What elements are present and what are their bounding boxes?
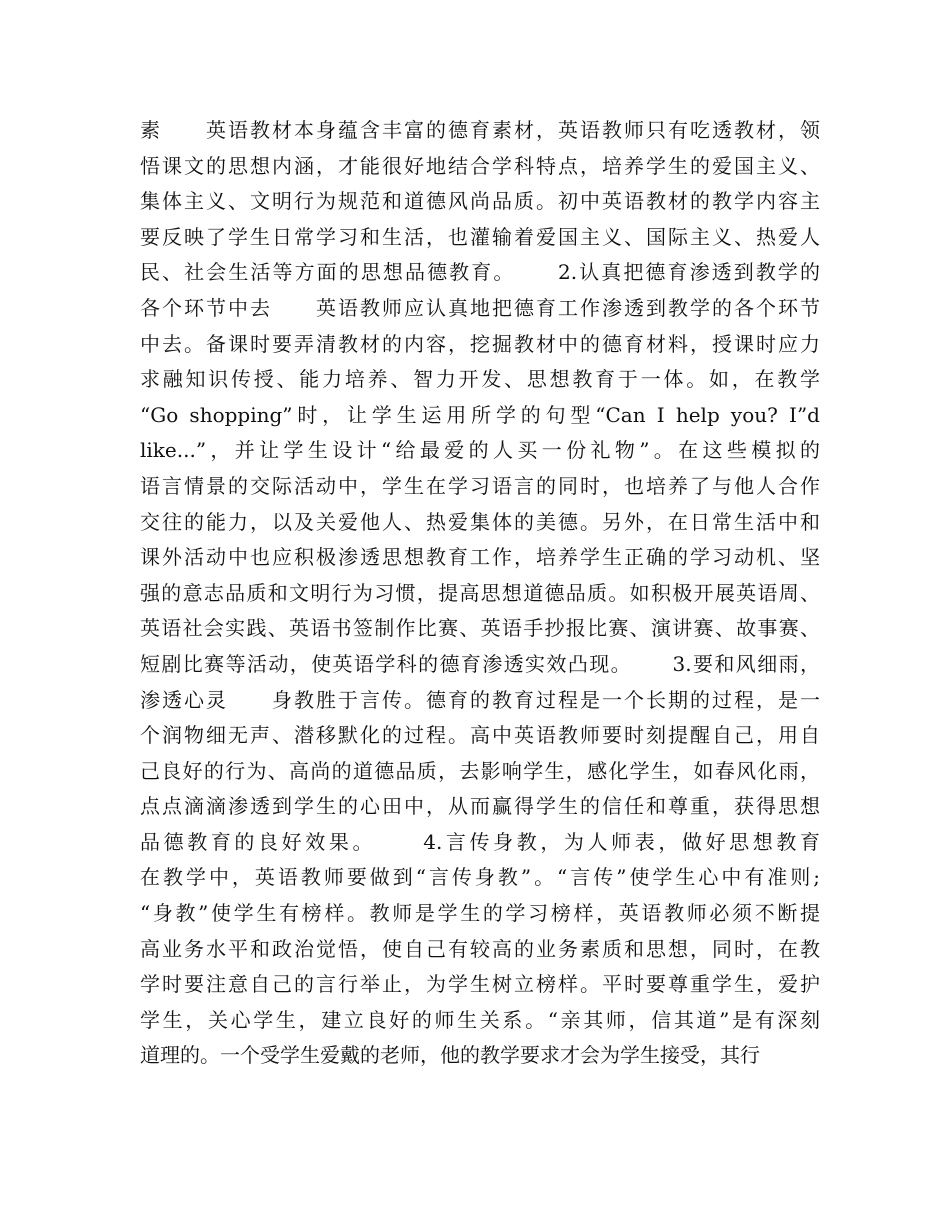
text-line: 中去。备课时要弄清教材的内容，挖掘教材中的德育材料，授课时应力 <box>140 331 820 356</box>
text-line: 渗透心灵 身教胜于言传。德育的教育过程是一个长期的过程，是一 <box>140 687 820 712</box>
text-line: 短剧比赛等活动，使英语学科的德育渗透实效凸现。 3.要和风细雨， <box>140 651 820 676</box>
text-line: 道理的。一个受学生爱戴的老师，他的教学要求才会为学生接受，其行 <box>140 1043 760 1068</box>
text-line: 强的意志品质和文明行为习惯，提高思想道德品质。如积极开展英语周、 <box>140 580 820 605</box>
text-line: 学生，关心学生，建立良好的师生关系。“亲其师，信其道”是有深刻 <box>140 1007 820 1032</box>
text-line: 己良好的行为、高尚的道德品质，去影响学生，感化学生，如春风化雨， <box>140 758 820 783</box>
text-line: 点点滴滴渗透到学生的心田中，从而赢得学生的信任和尊重，获得思想 <box>140 794 820 819</box>
text-line: 高业务水平和政治觉悟，使自己有较高的业务素质和思想，同时，在教 <box>140 936 820 961</box>
text-line: 学时要注意自己的言行举止，为学生树立榜样。平时要尊重学生，爱护 <box>140 972 820 997</box>
text-line: 课外活动中也应积极渗透思想教育工作，培养学生正确的学习动机、坚 <box>140 545 820 570</box>
text-line: 在教学中，英语教师要做到“言传身教”。“言传”使学生心中有准则; <box>140 865 820 890</box>
text-line: like...”，并让学生设计“给最爱的人买一份礼物”。在这些模拟的 <box>140 438 820 463</box>
text-line: “身教”使学生有榜样。教师是学生的学习榜样，英语教师必须不断提 <box>140 901 820 926</box>
text-line: 素 英语教材本身蕴含丰富的德育素材，英语教师只有吃透教材，领 <box>140 118 820 142</box>
document-body-text <box>140 113 820 1074</box>
text-line: 品德教育的良好效果。 4.言传身教，为人师表，做好思想教育 <box>140 829 820 854</box>
text-line: 民、社会生活等方面的思想品德教育。 2.认真把德育渗透到教学的 <box>140 260 820 285</box>
text-line: 英语社会实践、英语书签制作比赛、英语手抄报比赛、演讲赛、故事赛、 <box>140 616 820 641</box>
text-line: 集体主义、文明行为规范和道德风尚品质。初中英语教材的教学内容主 <box>140 189 820 214</box>
text-line: 交往的能力，以及关爱他人、热爱集体的美德。另外，在日常生活中和 <box>140 509 820 534</box>
text-line: 各个环节中去 英语教师应认真地把德育工作渗透到教学的各个环节 <box>140 295 820 320</box>
text-line: 个润物细无声、潜移默化的过程。高中英语教师要时刻提醒自己，用自 <box>140 723 820 748</box>
text-line: “Go shopping”时，让学生运用所学的句型“Can I help you? I”d <box>140 402 820 427</box>
text-line: 悟课文的思想内涵，才能很好地结合学科特点，培养学生的爱国主义、 <box>140 153 820 178</box>
text-line: 语言情景的交际活动中，学生在学习语言的同时，也培养了与他人合作 <box>140 473 820 498</box>
text-line: 要反映了学生日常学习和生活，也灌输着爱国主义、国际主义、热爱人 <box>140 224 820 249</box>
text-line: 求融知识传授、能力培养、智力开发、思想教育于一体。如，在教学 <box>140 367 820 392</box>
